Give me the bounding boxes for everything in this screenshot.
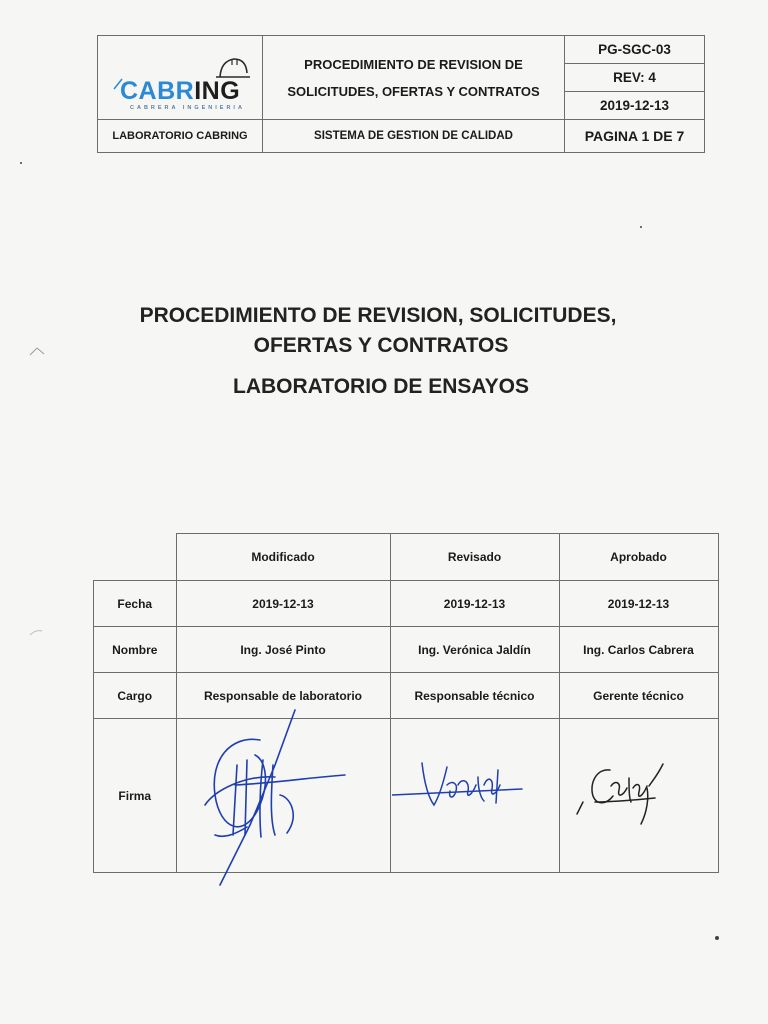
row-label: Cargo (94, 673, 177, 719)
table-row (94, 719, 719, 873)
logo-tagline: CABRERA INGENIERIA (130, 104, 245, 111)
lab-name: LABORATORIO CABRING (98, 120, 263, 153)
scan-speck (20, 162, 22, 164)
logo-cell (98, 36, 263, 120)
column-header: Modificado (176, 534, 390, 581)
table-row (94, 581, 719, 627)
table-cell: Ing. Verónica Jaldín (390, 627, 559, 673)
signature-cell (176, 719, 390, 873)
main-title-line-1: PROCEDIMIENTO DE REVISION, SOLICITUDES, (139, 304, 617, 327)
scan-mark (28, 628, 44, 638)
company-logo (98, 39, 262, 117)
main-title-line-2: OFERTAS Y CONTRATOS (253, 334, 509, 357)
scan-speck (715, 936, 719, 940)
document-revision: REV: 4 (565, 64, 705, 92)
document-date: 2019-12-13 (565, 92, 705, 120)
main-subtitle: LABORATORIO DE ENSAYOS (233, 375, 529, 398)
document-code: PG-SGC-03 (565, 36, 705, 64)
document-header (97, 35, 705, 153)
table-row (94, 673, 719, 719)
table-cell: 2019-12-13 (176, 581, 390, 627)
quality-system: SISTEMA DE GESTION DE CALIDAD (263, 120, 565, 153)
row-label: Fecha (94, 581, 177, 627)
column-header: Aprobado (559, 534, 718, 581)
signature-cell (390, 719, 559, 873)
table-cell: Ing. Carlos Cabrera (559, 627, 718, 673)
logo-wordmark: CABRING (120, 76, 241, 105)
row-label: Nombre (94, 627, 177, 673)
row-label: Firma (94, 719, 177, 873)
signature-cell (559, 719, 718, 873)
table-cell: 2019-12-13 (559, 581, 718, 627)
table-cell: Responsable de laboratorio (176, 673, 390, 719)
table-cell: 2019-12-13 (390, 581, 559, 627)
scan-mark (28, 345, 48, 359)
table-cell: Ing. José Pinto (176, 627, 390, 673)
table-row (94, 627, 719, 673)
approval-table (93, 533, 719, 873)
table-cell: Gerente técnico (559, 673, 718, 719)
document-title-cell: PROCEDIMIENTO DE REVISION DE SOLICITUDES, OFERTAS Y CONTRATOS (263, 36, 565, 120)
column-header: Revisado (390, 534, 559, 581)
table-cell: Responsable técnico (390, 673, 559, 719)
scan-speck (640, 226, 642, 228)
corner-cell (94, 534, 177, 581)
page-number: PAGINA 1 DE 7 (565, 120, 705, 153)
